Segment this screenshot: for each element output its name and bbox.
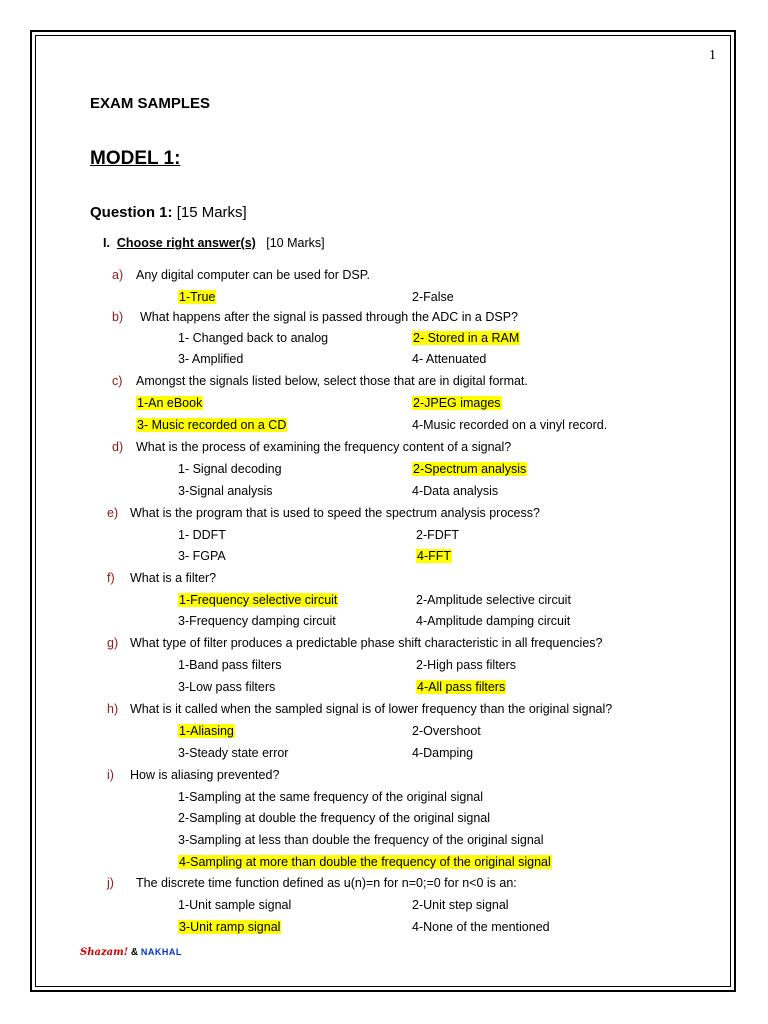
answer-option-text: 4-None of the mentioned: [412, 920, 550, 934]
question-text: Amongst the signals listed below, select those that are in digital format.: [136, 374, 528, 388]
question-letter: a): [112, 268, 124, 282]
answer-option-text: 1-Sampling at the same frequency of the original signal: [178, 790, 484, 804]
answer-option-text: 2-JPEG images: [413, 396, 501, 410]
answer-option: [178, 547, 226, 565]
model-title: MODEL 1:: [90, 148, 181, 169]
answer-option-text: 4-Music recorded on a vinyl record.: [412, 418, 608, 432]
answer-option: [178, 526, 226, 544]
answer-option: [412, 482, 498, 500]
question-letter: i): [107, 768, 114, 782]
answer-option-text: 1-Aliasing: [179, 724, 234, 738]
answer-option: [416, 591, 571, 609]
section-marks: [10 Marks]: [266, 236, 325, 250]
answer-option-text: 2-High pass filters: [416, 658, 517, 672]
answer-option-highlighted: [178, 853, 552, 871]
section-number: I.: [103, 236, 110, 250]
question-letter: j): [107, 876, 114, 890]
answer-option-text: 2-False: [412, 290, 454, 304]
answer-option-text: 2-Spectrum analysis: [413, 462, 527, 476]
question-text: Any digital computer can be used for DSP.: [136, 268, 370, 282]
answer-option-text: 4-Data analysis: [412, 484, 499, 498]
page-number: 1: [709, 48, 716, 63]
question-text: What is the program that is used to speed the spectrum analysis process?: [130, 506, 540, 520]
answer-option-text: 1-Band pass filters: [178, 658, 282, 672]
answer-option-text: 2-Amplitude selective circuit: [416, 593, 571, 607]
answer-option-text: 1-Unit sample signal: [178, 898, 292, 912]
footer-brand-left: Shazam!: [80, 947, 129, 958]
question-marks: [15 Marks]: [176, 204, 247, 221]
answer-option-text: 4-Sampling at more than double the frequency of the original signal: [179, 855, 551, 869]
footer-ampersand: &: [130, 947, 139, 958]
answer-option-highlighted: [412, 460, 527, 478]
footer-logo: [80, 947, 182, 958]
answer-option-highlighted: [178, 288, 216, 306]
answer-option: [178, 350, 243, 368]
answer-option-text: 4-Amplitude damping circuit: [416, 614, 571, 628]
answer-option-text: 4- Attenuated: [412, 352, 487, 366]
question-letter: c): [112, 374, 123, 388]
answer-option-text: 3-Unit ramp signal: [179, 920, 281, 934]
question-text: What type of filter produces a predictable phase shift characteristic in all frequencies?: [130, 636, 603, 650]
answer-option-highlighted: [178, 591, 338, 609]
question-heading: [90, 204, 247, 221]
question-text: What is a filter?: [130, 571, 217, 585]
question-label: Question 1:: [90, 204, 173, 221]
answer-option-text: 2-Sampling at double the frequency of the original signal: [178, 811, 491, 825]
answer-option: [178, 612, 336, 630]
answer-option-text: 4-All pass filters: [417, 680, 506, 694]
answer-option-text: 4-FFT: [417, 549, 452, 563]
answer-option-text: 1- Changed back to analog: [178, 331, 329, 345]
question-letter: d): [112, 440, 124, 454]
section-heading: [103, 236, 325, 250]
footer-brand-right: NAKHAL: [140, 947, 182, 957]
answer-option-text: 3-Sampling at less than double the frequency of the original signal: [178, 833, 544, 847]
answer-option-text: 3-Signal analysis: [178, 484, 273, 498]
answer-option: [178, 809, 490, 827]
answer-option-highlighted: [136, 416, 287, 434]
answer-option-text: 1-An eBook: [137, 396, 203, 410]
answer-option-text: 2- Stored in a RAM: [413, 331, 520, 345]
question-text: How is aliasing prevented?: [130, 768, 280, 782]
answer-option-text: 4-Damping: [412, 746, 474, 760]
answer-option: [178, 896, 291, 914]
answer-option-highlighted: [178, 722, 235, 740]
answer-option-highlighted: [412, 394, 502, 412]
answer-option-text: 2-Overshoot: [412, 724, 481, 738]
answer-option-highlighted: [178, 918, 281, 936]
answer-option-text: 3- FGPA: [178, 549, 226, 563]
answer-option: [178, 656, 282, 674]
exam-title: EXAM SAMPLES: [90, 95, 211, 112]
answer-option: [412, 350, 486, 368]
question-text: What happens after the signal is passed through the ADC in a DSP?: [140, 310, 519, 324]
question-letter: h): [107, 702, 119, 716]
answer-option: [178, 329, 328, 347]
question-letter: g): [107, 636, 119, 650]
answer-option-text: 1-Frequency selective circuit: [179, 593, 338, 607]
answer-option-highlighted: [416, 547, 452, 565]
answer-option: [416, 656, 516, 674]
answer-option: [412, 288, 454, 306]
answer-option-text: 3-Low pass filters: [178, 680, 276, 694]
answer-option: [178, 678, 275, 696]
answer-option: [178, 460, 282, 478]
section-title: Choose right answer(s): [116, 236, 256, 250]
answer-option: [412, 918, 550, 936]
answer-option-highlighted: [412, 329, 520, 347]
answer-option-text: 1- Signal decoding: [178, 462, 282, 476]
answer-option-text: 3-Frequency damping circuit: [178, 614, 336, 628]
question-text: What is it called when the sampled signal is of lower frequency than the original signal?: [130, 702, 613, 716]
answer-option: [412, 896, 509, 914]
answer-option-text: 3- Amplified: [178, 352, 244, 366]
answer-option: [178, 831, 544, 849]
answer-option: [178, 744, 288, 762]
answer-option-highlighted: [416, 678, 506, 696]
answer-option-highlighted: [136, 394, 203, 412]
question-letter: f): [107, 571, 115, 585]
answer-option: [178, 788, 483, 806]
answer-option-text: 3-Steady state error: [178, 746, 289, 760]
answer-option-text: 3- Music recorded on a CD: [137, 418, 287, 432]
answer-option: [416, 526, 459, 544]
answer-option-text: 1- DDFT: [178, 528, 226, 542]
answer-option: [412, 722, 481, 740]
answer-option: [416, 612, 570, 630]
question-letter: b): [112, 310, 124, 324]
answer-option-text: 1-True: [179, 290, 216, 304]
answer-option-text: 2-FDFT: [416, 528, 460, 542]
answer-option: [412, 416, 607, 434]
question-text: What is the process of examining the frequency content of a signal?: [136, 440, 512, 454]
answer-option-text: 2-Unit step signal: [412, 898, 509, 912]
question-letter: e): [107, 506, 119, 520]
answer-option: [412, 744, 473, 762]
question-text: The discrete time function defined as u(n)=n for n=0;=0 for n<0 is an:: [136, 876, 517, 890]
answer-option: [178, 482, 273, 500]
